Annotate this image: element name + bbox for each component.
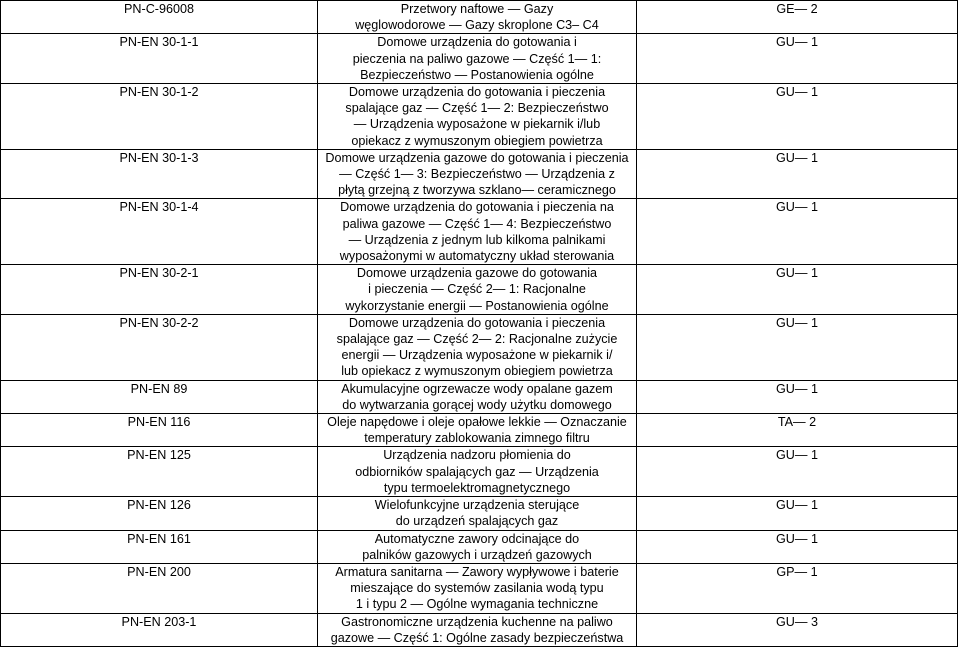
standard-title-line: palników gazowych i urządzeń gazowych bbox=[362, 547, 592, 562]
standard-title-line: spalające gaz — Część 2— 2: Racjonalne zużycie bbox=[336, 332, 618, 347]
standards-table-body bbox=[1, 1, 958, 647]
standard-title-line: Wielofunkcyjne urządzenia sterujące bbox=[374, 498, 580, 513]
standard-group: GU— 1 bbox=[637, 149, 958, 199]
standard-title-line: i pieczenia — Część 2— 1: Racjonalne bbox=[368, 282, 586, 297]
standard-title-line: Urządzenia nadzoru płomienia do bbox=[383, 448, 571, 463]
standard-title-line: pieczenia na paliwo gazowe — Część 1— 1: bbox=[352, 51, 602, 66]
standard-group: GU— 1 bbox=[637, 447, 958, 497]
standard-title bbox=[318, 84, 637, 150]
standard-code: PN-EN 161 bbox=[1, 530, 318, 563]
standard-title-line: wykorzystanie energii — Postanowienia ogólne bbox=[345, 298, 609, 313]
standard-title-line: do urządzeń spalających gaz bbox=[395, 514, 559, 529]
table-row bbox=[1, 199, 958, 265]
standard-title-line: opiekacz z wymuszonym obiegiem powietrza bbox=[351, 133, 603, 148]
standard-title-line: wyposażonymi w automatyczny układ sterowania bbox=[339, 249, 615, 264]
standard-code: PN-EN 126 bbox=[1, 497, 318, 530]
standard-title-line: Domowe urządzenia gazowe do gotowania i pieczenia bbox=[325, 150, 629, 165]
standard-title bbox=[318, 34, 637, 84]
standard-group: GU— 3 bbox=[637, 613, 958, 646]
standard-title-line: węglowodorowe — Gazy skroplone C3– C4 bbox=[355, 18, 599, 33]
table-row bbox=[1, 149, 958, 199]
table-row bbox=[1, 34, 958, 84]
standard-code: PN-C-96008 bbox=[1, 1, 318, 34]
standard-title-line: — Urządzenia z jednym lub kilkoma palnikami bbox=[348, 232, 606, 247]
table-row bbox=[1, 265, 958, 315]
standard-title-line: Domowe urządzenia do gotowania i pieczenia na bbox=[340, 200, 614, 215]
standard-group: GU— 1 bbox=[637, 497, 958, 530]
standard-title-line: typu termoelektromagnetycznego bbox=[383, 480, 571, 495]
table-row bbox=[1, 414, 958, 447]
standard-group: GU— 1 bbox=[637, 530, 958, 563]
standard-title bbox=[318, 563, 637, 613]
table-row bbox=[1, 1, 958, 34]
standard-code: PN-EN 30-1-2 bbox=[1, 84, 318, 150]
table-row bbox=[1, 497, 958, 530]
standard-title-line: Gastronomiczne urządzenia kuchenne na paliwo bbox=[341, 614, 613, 629]
table-row bbox=[1, 314, 958, 380]
standard-title-line: Bezpieczeństwo — Postanowienia ogólne bbox=[360, 67, 594, 82]
table-row bbox=[1, 530, 958, 563]
standard-title-line: Akumulacyjne ogrzewacze wody opalane gazem bbox=[341, 381, 613, 396]
standard-title bbox=[318, 380, 637, 413]
standard-title-line: Armatura sanitarna — Zawory wypływowe i baterie bbox=[335, 564, 619, 579]
table-row bbox=[1, 447, 958, 497]
standard-code: PN-EN 203-1 bbox=[1, 613, 318, 646]
standard-title-line: paliwa gazowe — Część 1— 4: Bezpieczeństwo bbox=[342, 216, 612, 231]
standard-code: PN-EN 89 bbox=[1, 380, 318, 413]
standard-code: PN-EN 116 bbox=[1, 414, 318, 447]
standard-code: PN-EN 30-1-1 bbox=[1, 34, 318, 84]
standard-group: GU— 1 bbox=[637, 380, 958, 413]
standard-title bbox=[318, 1, 637, 34]
standard-group: GP— 1 bbox=[637, 563, 958, 613]
standard-group: GU— 1 bbox=[637, 314, 958, 380]
standard-title-line: lub opiekacz z wymuszonym obiegiem powietrza bbox=[341, 364, 613, 379]
standard-title-line: Oleje napędowe i oleje opałowe lekkie — Oznaczanie bbox=[327, 415, 627, 430]
standard-title-line: Domowe urządzenia do gotowania i bbox=[377, 35, 577, 50]
standard-group: GU— 1 bbox=[637, 34, 958, 84]
standard-title-line: mieszające do systemów zasilania wodą typu bbox=[350, 581, 604, 596]
standard-title-line: energii — Urządzenia wyposażone w piekarnik i/ bbox=[341, 348, 613, 363]
standard-title bbox=[318, 414, 637, 447]
standard-group: TA— 2 bbox=[637, 414, 958, 447]
standard-title-line: Przetwory naftowe — Gazy bbox=[400, 2, 554, 16]
table-row bbox=[1, 84, 958, 150]
standard-title bbox=[318, 613, 637, 646]
standard-title-line: spalające gaz — Część 1— 2: Bezpieczeństwo bbox=[345, 101, 609, 116]
standard-title bbox=[318, 447, 637, 497]
standard-title-line: 1 i typu 2 — Ogólne wymagania techniczne bbox=[355, 597, 599, 612]
standard-title-line: Domowe urządzenia gazowe do gotowania bbox=[356, 266, 598, 281]
standard-title-line: odbiorników spalających gaz — Urządzenia bbox=[355, 464, 599, 479]
standard-title-line: Domowe urządzenia do gotowania i pieczenia bbox=[348, 85, 606, 100]
standard-title bbox=[318, 530, 637, 563]
table-row bbox=[1, 613, 958, 646]
standard-title-line: — Część 1— 3: Bezpieczeństwo — Urządzenia z bbox=[339, 167, 615, 182]
standard-code: PN-EN 30-2-1 bbox=[1, 265, 318, 315]
standard-title bbox=[318, 199, 637, 265]
standard-title bbox=[318, 497, 637, 530]
standard-code: PN-EN 125 bbox=[1, 447, 318, 497]
standard-title-line: Automatyczne zawory odcinające do bbox=[374, 531, 580, 546]
standard-code: PN-EN 30-1-4 bbox=[1, 199, 318, 265]
table-row bbox=[1, 380, 958, 413]
standard-group: GU— 1 bbox=[637, 265, 958, 315]
standard-title-line: — Urządzenia wyposażone w piekarnik i/lub bbox=[353, 117, 601, 132]
standard-group: GE— 2 bbox=[637, 1, 958, 34]
standard-title bbox=[318, 314, 637, 380]
standard-title-line: Domowe urządzenia do gotowania i pieczenia bbox=[348, 315, 606, 330]
standard-group: GU— 1 bbox=[637, 84, 958, 150]
standard-group: GU— 1 bbox=[637, 199, 958, 265]
table-row bbox=[1, 563, 958, 613]
standard-title-line: do wytwarzania gorącej wody użytku domowego bbox=[342, 397, 612, 412]
standard-code: PN-EN 200 bbox=[1, 563, 318, 613]
standard-title-line: gazowe — Część 1: Ogólne zasady bezpieczeństwa bbox=[330, 630, 624, 645]
standard-code: PN-EN 30-2-2 bbox=[1, 314, 318, 380]
standard-title-line: płytą grzejną z tworzywa szklano— ceramicznego bbox=[338, 183, 616, 198]
standard-code: PN-EN 30-1-3 bbox=[1, 149, 318, 199]
standard-title-line: temperatury zablokowania zimnego filtru bbox=[364, 431, 590, 446]
standard-title bbox=[318, 149, 637, 199]
standard-title bbox=[318, 265, 637, 315]
